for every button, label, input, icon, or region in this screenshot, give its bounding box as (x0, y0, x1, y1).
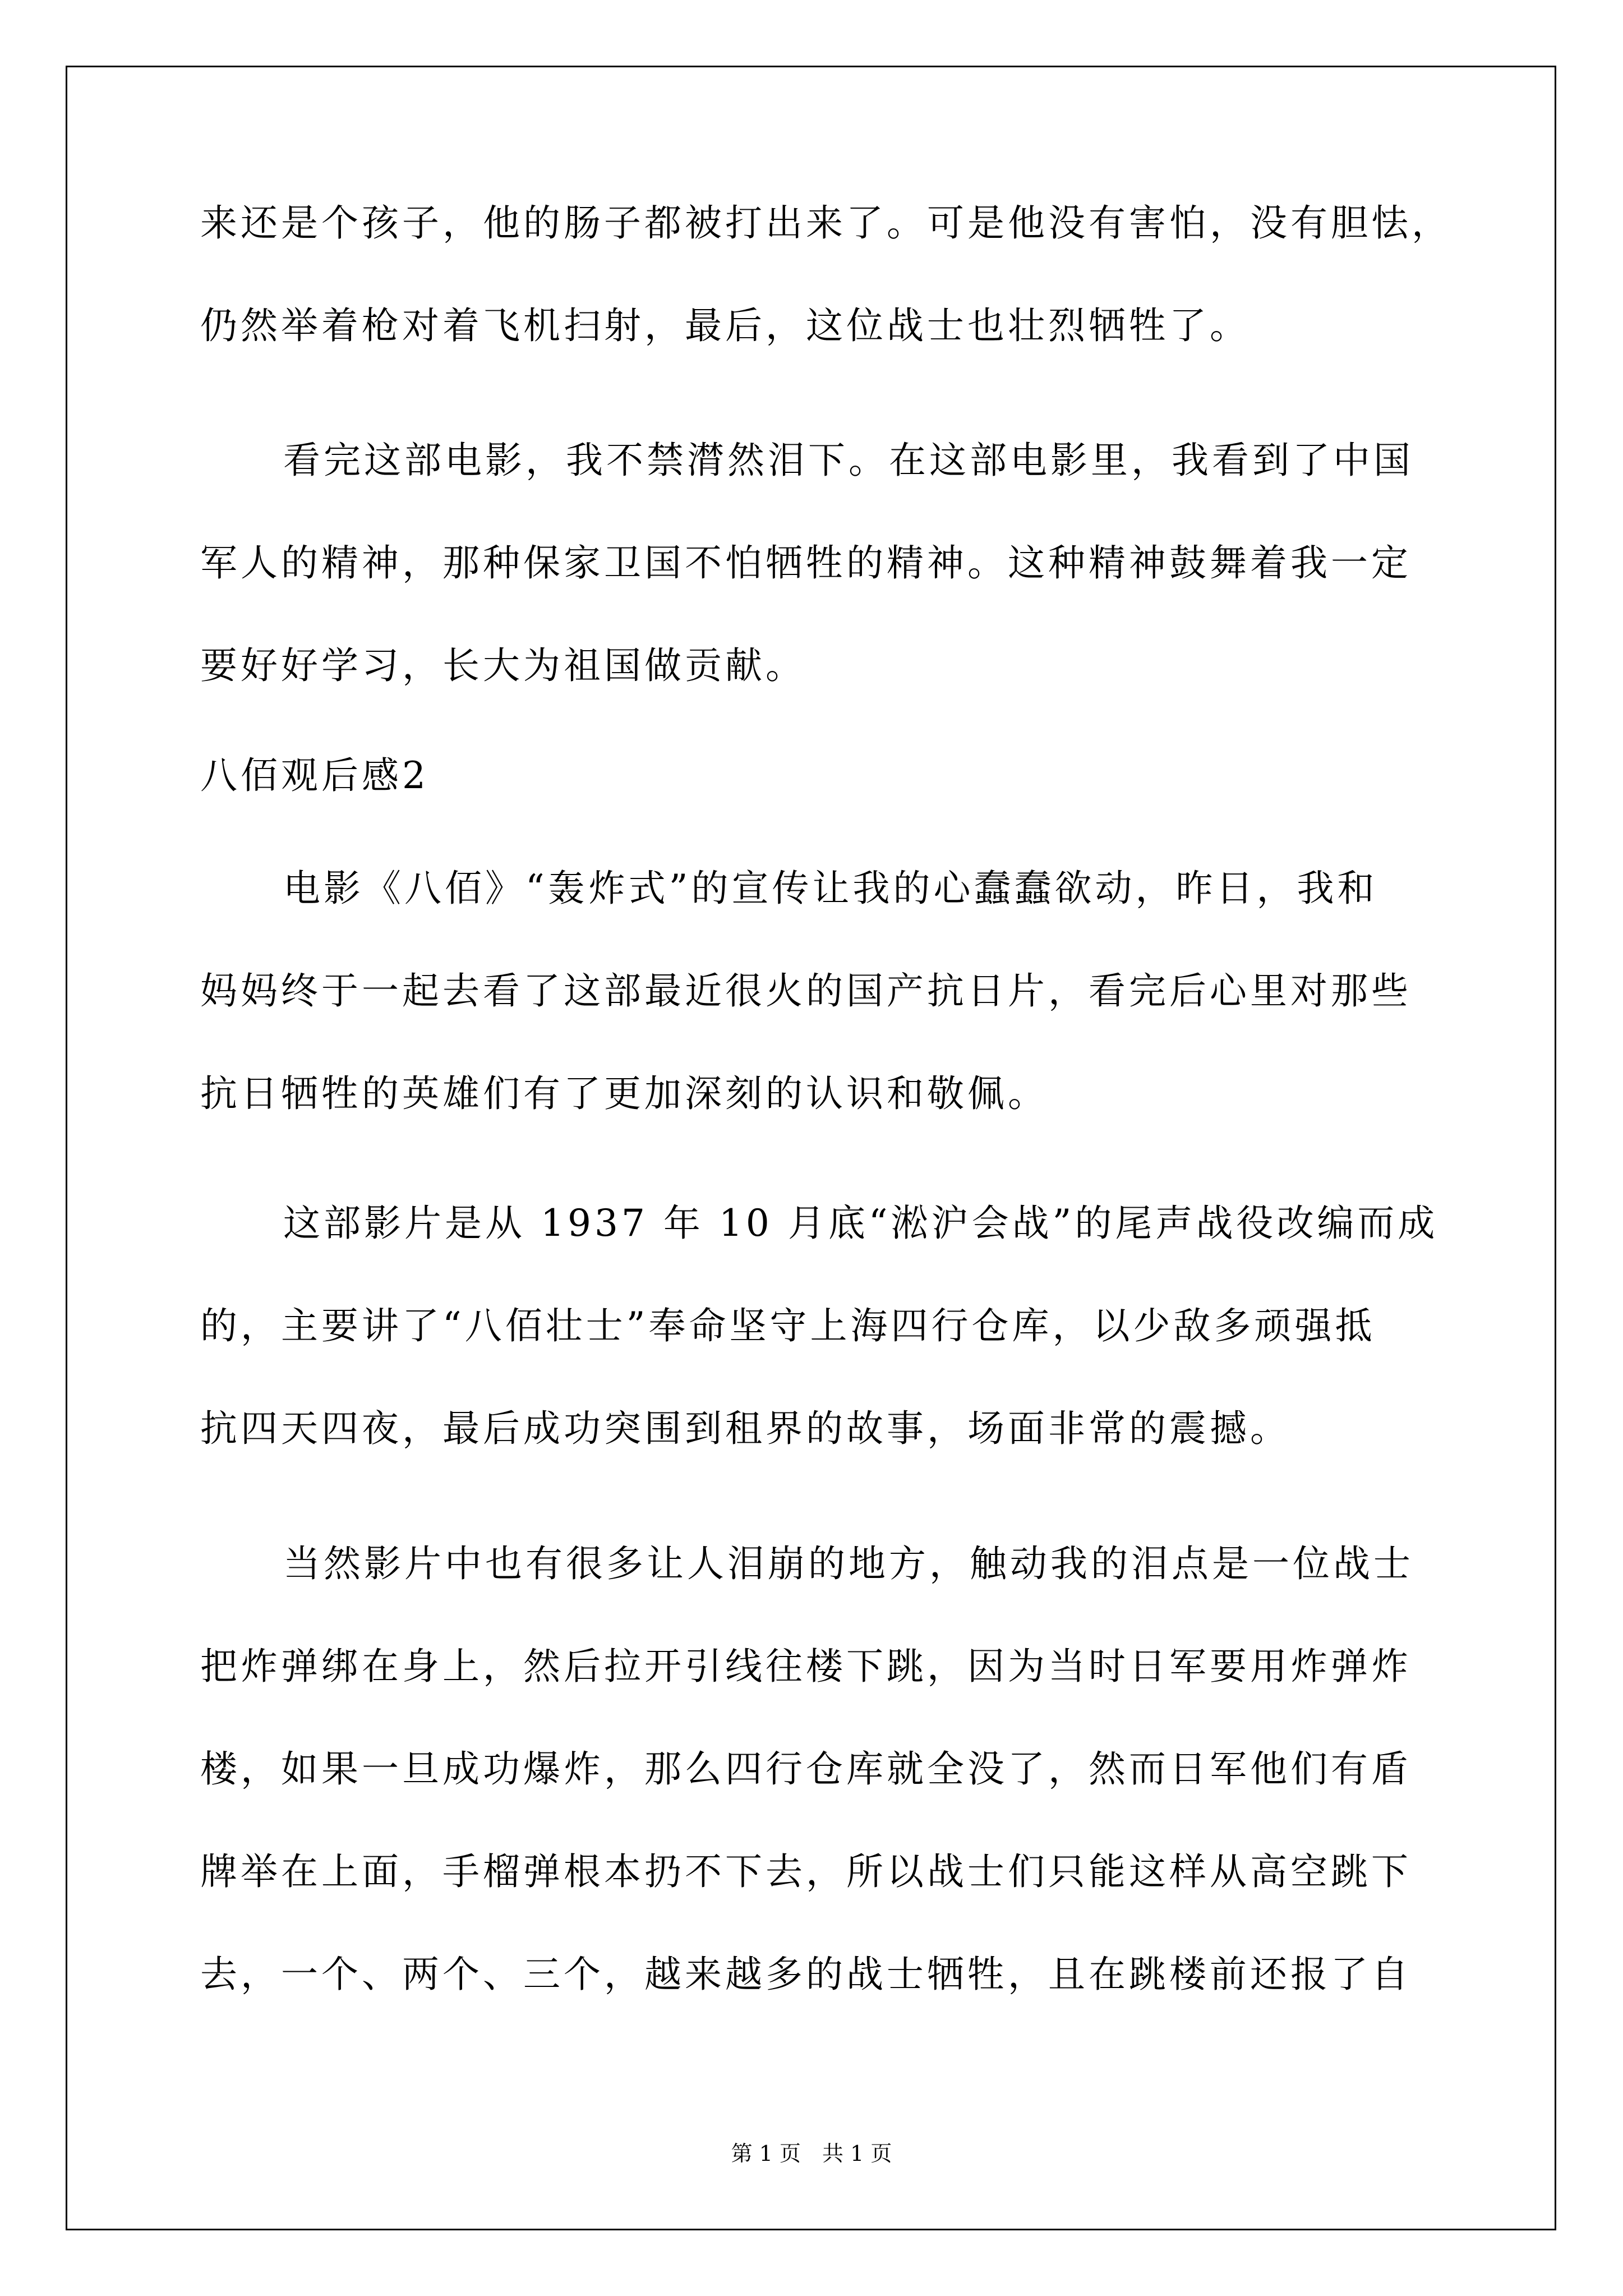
text-line: 来还是个孩子，他的肠子都被打出来了。可是他没有害怕，没有胆怯， (200, 201, 1452, 245)
text-line: 把炸弹绑在身上，然后拉开引线往楼下跳，因为当时日军要用炸弹炸 (200, 1645, 1412, 1688)
paragraph-start-line: 电影《八佰》“轰炸式”的宣传让我的心蠢蠢欲动，昨日，我和 (283, 867, 1378, 910)
text-line: 抗日牺牲的英雄们有了更加深刻的认识和敬佩。 (200, 1072, 1048, 1115)
text-line: 牌举在上面，手榴弹根本扔不下去，所以战士们只能这样从高空跳下 (200, 1850, 1412, 1893)
text-line: 抗四天四夜，最后成功突围到租界的故事，场面非常的震撼。 (200, 1407, 1290, 1450)
text-line: 楼，如果一旦成功爆炸，那么四行仓库就全没了，然而日军他们有盾 (200, 1747, 1412, 1791)
paragraph-start-line: 当然影片中也有很多让人泪崩的地方，触动我的泪点是一位战士 (283, 1542, 1414, 1585)
text-line: 妈妈终于一起去看了这部最近很火的国产抗日片，看完后心里对那些 (200, 969, 1412, 1013)
text-line: 军人的精神，那种保家卫国不怕牺牲的精神。这种精神鼓舞着我一定 (200, 541, 1412, 585)
page-border (66, 66, 1556, 2230)
text-line: 的，主要讲了“八佰壮士”奉命坚守上海四行仓库，以少敌多顽强抵 (200, 1304, 1376, 1347)
page-number-footer: 第 1 页 共 1 页 (731, 2141, 892, 2166)
text-line: 要好好学习，长大为祖国做贡献。 (200, 644, 806, 687)
section-heading: 八佰观后感2 (200, 754, 429, 797)
text-line: 去，一个、两个、三个，越来越多的战士牺牲，且在跳楼前还报了自 (200, 1953, 1412, 1996)
text-line: 仍然举着枪对着飞机扫射，最后，这位战士也壮烈牺牲了。 (200, 304, 1250, 347)
paragraph-start-line: 这部影片是从 1937 年 10 月底“淞沪会战”的尾声战役改编而成 (283, 1202, 1438, 1245)
paragraph-start-line: 看完这部电影，我不禁潸然泪下。在这部电影里，我看到了中国 (283, 439, 1414, 482)
